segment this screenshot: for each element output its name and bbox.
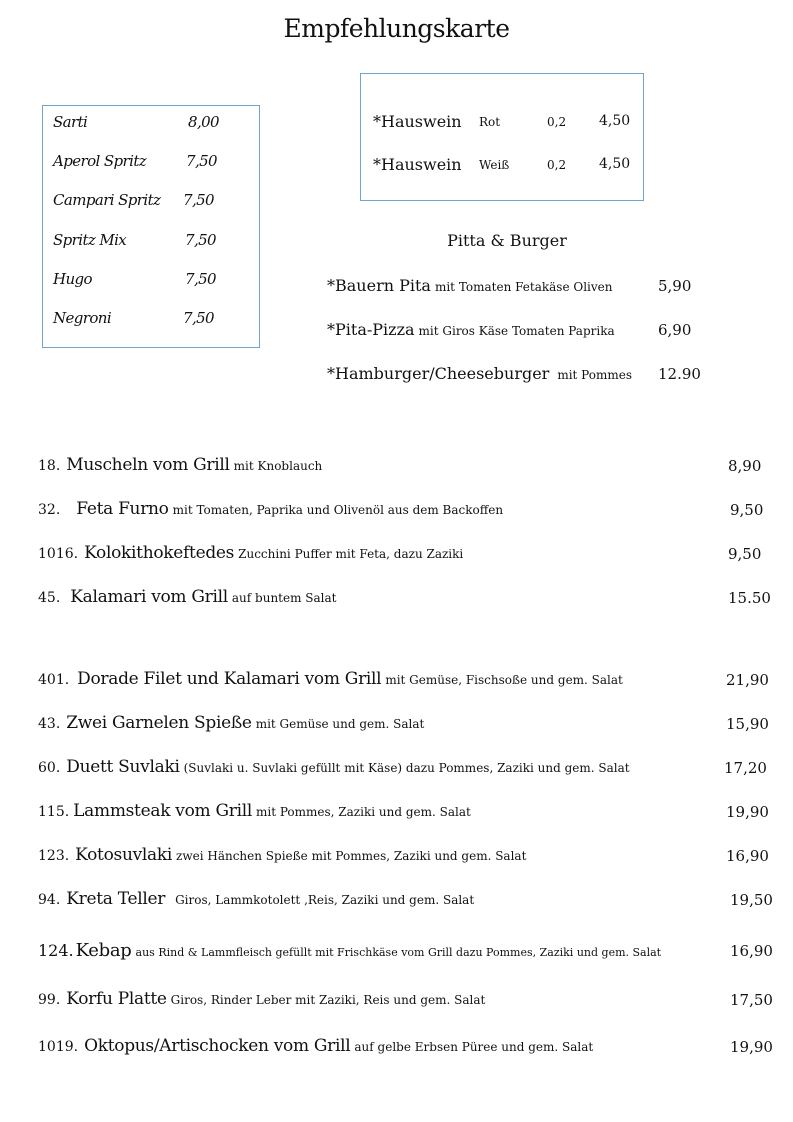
item-price: 19,90 [726,803,769,821]
menu-item [38,713,768,739]
item-price: 8,90 [728,457,762,475]
drink-name: Hugo [53,270,92,288]
wine-price: 4,50 [599,156,631,172]
item-price: 6,90 [658,321,692,339]
item-number: 115. [38,804,70,820]
item-desc: mit Knoblauch [233,459,323,473]
wine-size: 0,2 [547,115,567,129]
drink-price: 8,00 [188,113,219,131]
drink-price: 7,50 [183,309,214,327]
item-desc: mit Giros Käse Tomaten Paprika [418,324,615,338]
item-name: *Hamburger/Cheeseburger [327,364,550,383]
item-name: Kotosuvlaki [75,845,173,865]
item-name: Korfu Platte [66,989,167,1009]
wine-row [373,112,641,136]
item-desc: mit Pommes [557,368,633,382]
menu-item [38,940,773,966]
item-name: Kolokithokeftedes [84,543,235,563]
section-heading: Pitta & Burger [447,231,567,250]
wine-color: Weiß [479,158,510,172]
item-desc: mit Pommes, Zaziki und gem. Salat [255,805,471,819]
wine-color: Rot [479,115,501,129]
item-name: Muscheln vom Grill [66,455,230,475]
menu-item [38,989,773,1015]
item-number: 401. [38,672,70,688]
item-desc: mit Gemüse, Fischsoße und gem. Salat [385,673,623,687]
house-wine-box [360,73,644,201]
item-number: 94. [38,892,61,908]
item-name: Duett Suvlaki [66,757,180,777]
item-price: 9,50 [728,545,762,563]
burger-item [327,364,707,388]
menu-item [38,889,773,915]
menu-item [38,499,768,525]
item-number: 99. [38,992,61,1008]
item-desc: mit Tomaten, Paprika und Olivenöl aus dem Backoffen [172,503,504,517]
drink-name: Aperol Spritz [53,152,147,170]
item-price: 19,90 [730,1038,773,1056]
item-number: 45. [38,590,61,606]
item-name: *Bauern Pita [327,276,431,295]
item-name: Kebap [75,940,132,961]
item-price: 15,90 [726,715,769,733]
menu-item [38,1036,773,1062]
item-number: 1016. [38,546,79,562]
item-price: 16,90 [726,847,769,865]
item-price: 9,50 [730,501,764,519]
menu-item [38,669,768,695]
item-price: 17,50 [730,991,773,1009]
item-desc: Giros, Rinder Leber mit Zaziki, Reis und gem. Salat [170,993,486,1007]
item-desc: Giros, Lammkotolett ,Reis, Zaziki und gem. Salat [175,893,475,907]
drink-price: 7,50 [185,270,216,288]
item-number: 1019. [38,1039,79,1055]
wine-name: *Hauswein [373,155,462,174]
item-desc: mit Tomaten Fetakäse Oliven [434,280,613,294]
drink-name: Spritz Mix [53,231,127,249]
item-number: 60. [38,760,61,776]
item-desc: auf gelbe Erbsen Püree und gem. Salat [354,1040,594,1054]
item-number: 43. [38,716,61,732]
pitta-item [327,276,707,300]
item-name: Oktopus/Artischocken vom Grill [84,1036,351,1056]
item-number: 32. [38,502,61,518]
item-number: 123. [38,848,70,864]
menu-item [38,587,771,613]
pitta-item [327,320,707,344]
item-price: 5,90 [658,277,692,295]
drink-price: 7,50 [185,231,216,249]
drinks-box [42,105,260,348]
menu-item [38,757,768,783]
item-desc: auf buntem Salat [231,591,337,605]
item-price: 21,90 [726,671,769,689]
item-name: Kreta Teller [66,889,166,909]
drink-price: 7,50 [183,191,214,209]
item-name: Feta Furno [76,499,169,519]
item-price: 16,90 [730,942,773,960]
wine-size: 0,2 [547,158,567,172]
menu-item [38,801,768,827]
item-name: Dorade Filet und Kalamari vom Grill [77,669,382,689]
menu-item [38,543,768,569]
item-name: Kalamari vom Grill [70,587,228,607]
drink-price: 7,50 [186,152,217,170]
wine-row [373,155,641,179]
drink-name: Negroni [53,309,112,327]
wine-name: *Hauswein [373,112,462,131]
item-name: *Pita-Pizza [327,320,415,339]
page-title: Empfehlungskarte [283,14,510,43]
drink-name: Campari Spritz [53,191,161,209]
menu-item [38,845,768,871]
wine-price: 4,50 [599,113,631,129]
drink-name: Sarti [53,113,88,131]
item-desc: aus Rind & Lammfleisch gefüllt mit Frischkäse vom Grill dazu Pommes, Zaziki und gem. Salat [135,946,662,959]
menu-item [38,455,768,481]
item-price: 12.90 [658,365,701,383]
item-desc: Zucchini Puffer mit Feta, dazu Zaziki [238,547,464,561]
item-number: 18. [38,458,61,474]
item-desc: mit Gemüse und gem. Salat [255,717,425,731]
item-price: 17,20 [724,759,767,777]
item-name: Zwei Garnelen Spieße [66,713,252,733]
item-price: 19,50 [730,891,773,909]
item-name: Lammsteak vom Grill [73,801,252,821]
item-price: 15.50 [728,589,771,607]
item-desc: zwei Hänchen Spieße mit Pommes, Zaziki und gem. Salat [176,849,527,863]
item-number: 124. [38,941,74,960]
item-desc: (Suvlaki u. Suvlaki gefüllt mit Käse) dazu Pommes, Zaziki und gem. Salat [183,761,630,775]
